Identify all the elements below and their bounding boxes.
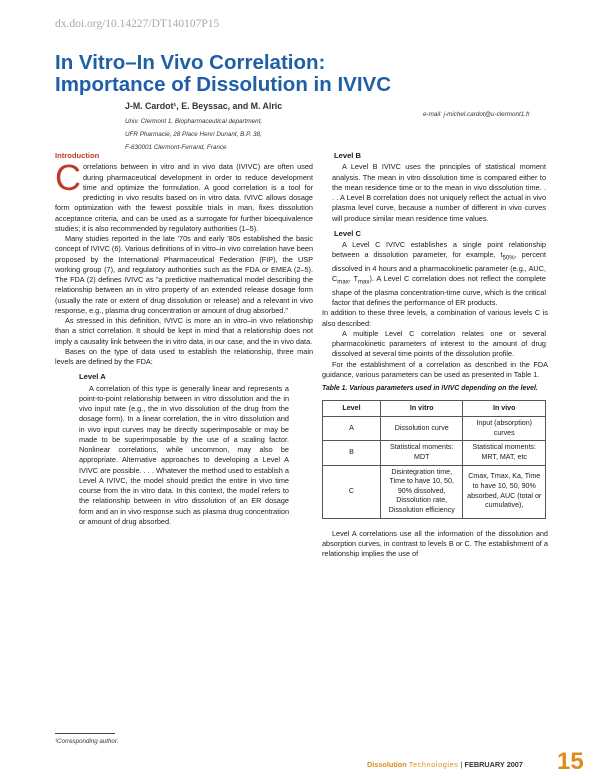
table-cell: A	[323, 417, 381, 441]
doi-line: dx.doi.org/10.14227/DT140107P15	[55, 18, 220, 30]
level-c-text-part: , percent dissolved in 4 hours and a pharmacokinetic parameter (e.g., AUC, C	[332, 250, 546, 284]
multi-level-text: A multiple Level C correlation relates one or several pharmacokinetic parameters of interest to the amount of drug dissolved at several time points of the dissolution profile.	[332, 328, 546, 359]
level-c-heading: Level C	[334, 228, 362, 238]
table-header-cell: In vivo	[463, 400, 546, 417]
affiliation-line: Univ. Clermont 1, Biopharmaceutical department,	[125, 118, 263, 125]
level-a-heading: Level A	[79, 372, 106, 382]
introduction-heading: Introduction	[55, 151, 100, 160]
subscript: max	[337, 278, 349, 286]
table-cell: Statistical moments: MRT, MAT, etc	[463, 441, 546, 465]
table-header-cell: Level	[323, 400, 381, 417]
page-number: 15	[557, 748, 584, 775]
affiliation-line: UFR Pharmacie, 28 Place Henri Dunant, B.P. 38,	[125, 130, 262, 138]
table-row	[323, 441, 546, 465]
table-cell: Disintegration time, Time to have 10, 50, 90% dissolved, Dissolution rate, Dissolution efficiency	[380, 465, 463, 518]
journal-name-2: Technologies	[408, 760, 459, 769]
level-c-text-part: ). A Level C correlation does not reflect the complete shape of the plasma concentration-time curve, which is the critical factor that defines the performance of ER products.	[332, 274, 546, 308]
intro-paragraph-3: As stressed in this definition, IVIVC is more an in vitro–in vivo relationship than a strict correlation. It should be kept in mind that a relationship does not imply a causality link between the in vitro data, in our case, and the in vivo data.	[55, 316, 313, 346]
level-c-text-part: , T	[348, 274, 358, 284]
title-line-1: In Vitro–In Vivo Correlation:	[55, 51, 326, 74]
affiliation	[125, 116, 262, 154]
level-c-text	[322, 240, 548, 308]
article-title	[55, 52, 391, 96]
left-column	[55, 151, 313, 527]
affiliation-line: F-630001 Clermont-Ferrand, France	[125, 143, 227, 151]
multi-level-intro: In addition to these three levels, a combination of various levels C is also described:	[322, 308, 548, 328]
title-line-2: Importance of Dissolution in IVIVC	[55, 73, 391, 96]
intro-paragraph-1	[55, 157, 313, 234]
footnote-rule	[55, 733, 115, 734]
table-cell: Dissolution curve	[380, 417, 463, 441]
table-header-row	[323, 400, 546, 417]
authors: J-M. Cardot¹, E. Beyssac, and M. Alric	[125, 101, 283, 111]
table-cell: B	[323, 441, 381, 465]
subscript: max	[357, 278, 370, 286]
level-a-text: A correlation of this type is generally linear and represents a point-to-point relationship between in vitro dissolution and the in vivo input rate (e.g., the in vivo dissolution of the drug from the dosage form). In a linear correlation, the in vitro dissolution and in vivo input curves may be directly superimposable or may be made to be superimposable by the use of a scaling factor. Nonlinear correlations, while uncommon, may also be appropriate. Alternative approaches to developing a Level A IVIVC are possible. . . . Whatever the method used to establish a Level A IVIVC, the model should predict the entire in vivo time course from the in vitro data. In this context, the model refers to the relationship between in vitro dissolution of an ER dosage form and an in vivo response such as plasma drug concentration or amount of drug absorbed.	[79, 383, 289, 526]
footer-separator: |	[460, 760, 463, 769]
level-c-text-part: A Level C IVIVC establishes a single point relationship between a dissolution parameter, for example, t	[332, 240, 546, 260]
journal-name: Dissolution	[367, 760, 407, 769]
drop-cap: C	[55, 157, 81, 199]
parameters-table	[322, 400, 546, 519]
issue-month: FEBRUARY 2007	[464, 760, 523, 769]
table-row	[323, 417, 546, 441]
table-header-cell: In vitro	[380, 400, 463, 417]
journal-footer	[367, 760, 523, 769]
footnote: ¹Corresponding author.	[55, 738, 119, 745]
fda-guidance-text: For the establishment of a correlation as described in the FDA guidance, various parameters can be used as presented in Table 1.	[322, 359, 548, 379]
level-b-text: A Level B IVIVC uses the principles of statistical moment analysis. The mean in vitro dissolution time is compared either to the mean residence time or to the mean in vivo dissolution time. . . . A Level B correlation does not uniquely reflect the actual in vivo plasma level curve, because a number of different in vivo curves will produce similar mean residence time values.	[332, 162, 546, 223]
intro-paragraph-2: Many studies reported in the late '70s and early '80s established the basic concept of IVIVC (6). Various definitions of in vitro–in vivo correlation have been proposed by the International Pharmaceutical Federation (FIP), the USP working group (7), and regulatory authorities such as the FDA or EMEA (2–5). The FDA (2) defines IVIVC as "a predictive mathematical model describing the relationship between an in vitro property of an extended release dosage form (usually the rate or extent of drug dissolution or release) and a relevant in vivo response, e.g., plasma drug concentration or amount of drug absorbed."	[55, 234, 313, 315]
table-cell: C	[323, 465, 381, 518]
table-cell: Statistical moments: MDT	[380, 441, 463, 465]
table-caption: Table 1. Various parameters used in IVIVC depending on the level.	[322, 385, 538, 393]
level-b-heading: Level B	[334, 151, 362, 160]
intro-paragraph-1-text: orrelations between in vitro and in vivo data (IVIVC) are often used during pharmaceutical development in order to reduce development time and optimize the formulation. A good correlation is a tool for predicting in vivo results based on in vitro data. IVIVC allows dosage form optimization with the fewest possible trials in man, fixes dissolution acceptance criteria, and can be used as a surrogate for further bioequivalence studies; it is also recommended by regulatory authorities (1–5).	[55, 162, 313, 233]
table-cell: Cmax, Tmax, Ka, Time to have 10, 50, 90% absorbed, AUC (total or cumulative),	[463, 465, 546, 518]
table-row	[323, 465, 546, 518]
intro-paragraph-4: Bases on the type of data used to establish the relationship, three main levels are defined by the FDA:	[55, 346, 313, 366]
table-cell: Input (absorption) curves	[463, 417, 546, 441]
subscript: 50%	[502, 254, 515, 262]
after-table-text: Level A correlations use all the information of the dissolution and absorption curves, in contrast to levels B or C. The establishment of a relationship implies the use of	[322, 528, 548, 559]
email-address: e-mail: j-michel.cardot@u-clermont1.fr	[423, 111, 530, 118]
right-column	[322, 151, 548, 559]
